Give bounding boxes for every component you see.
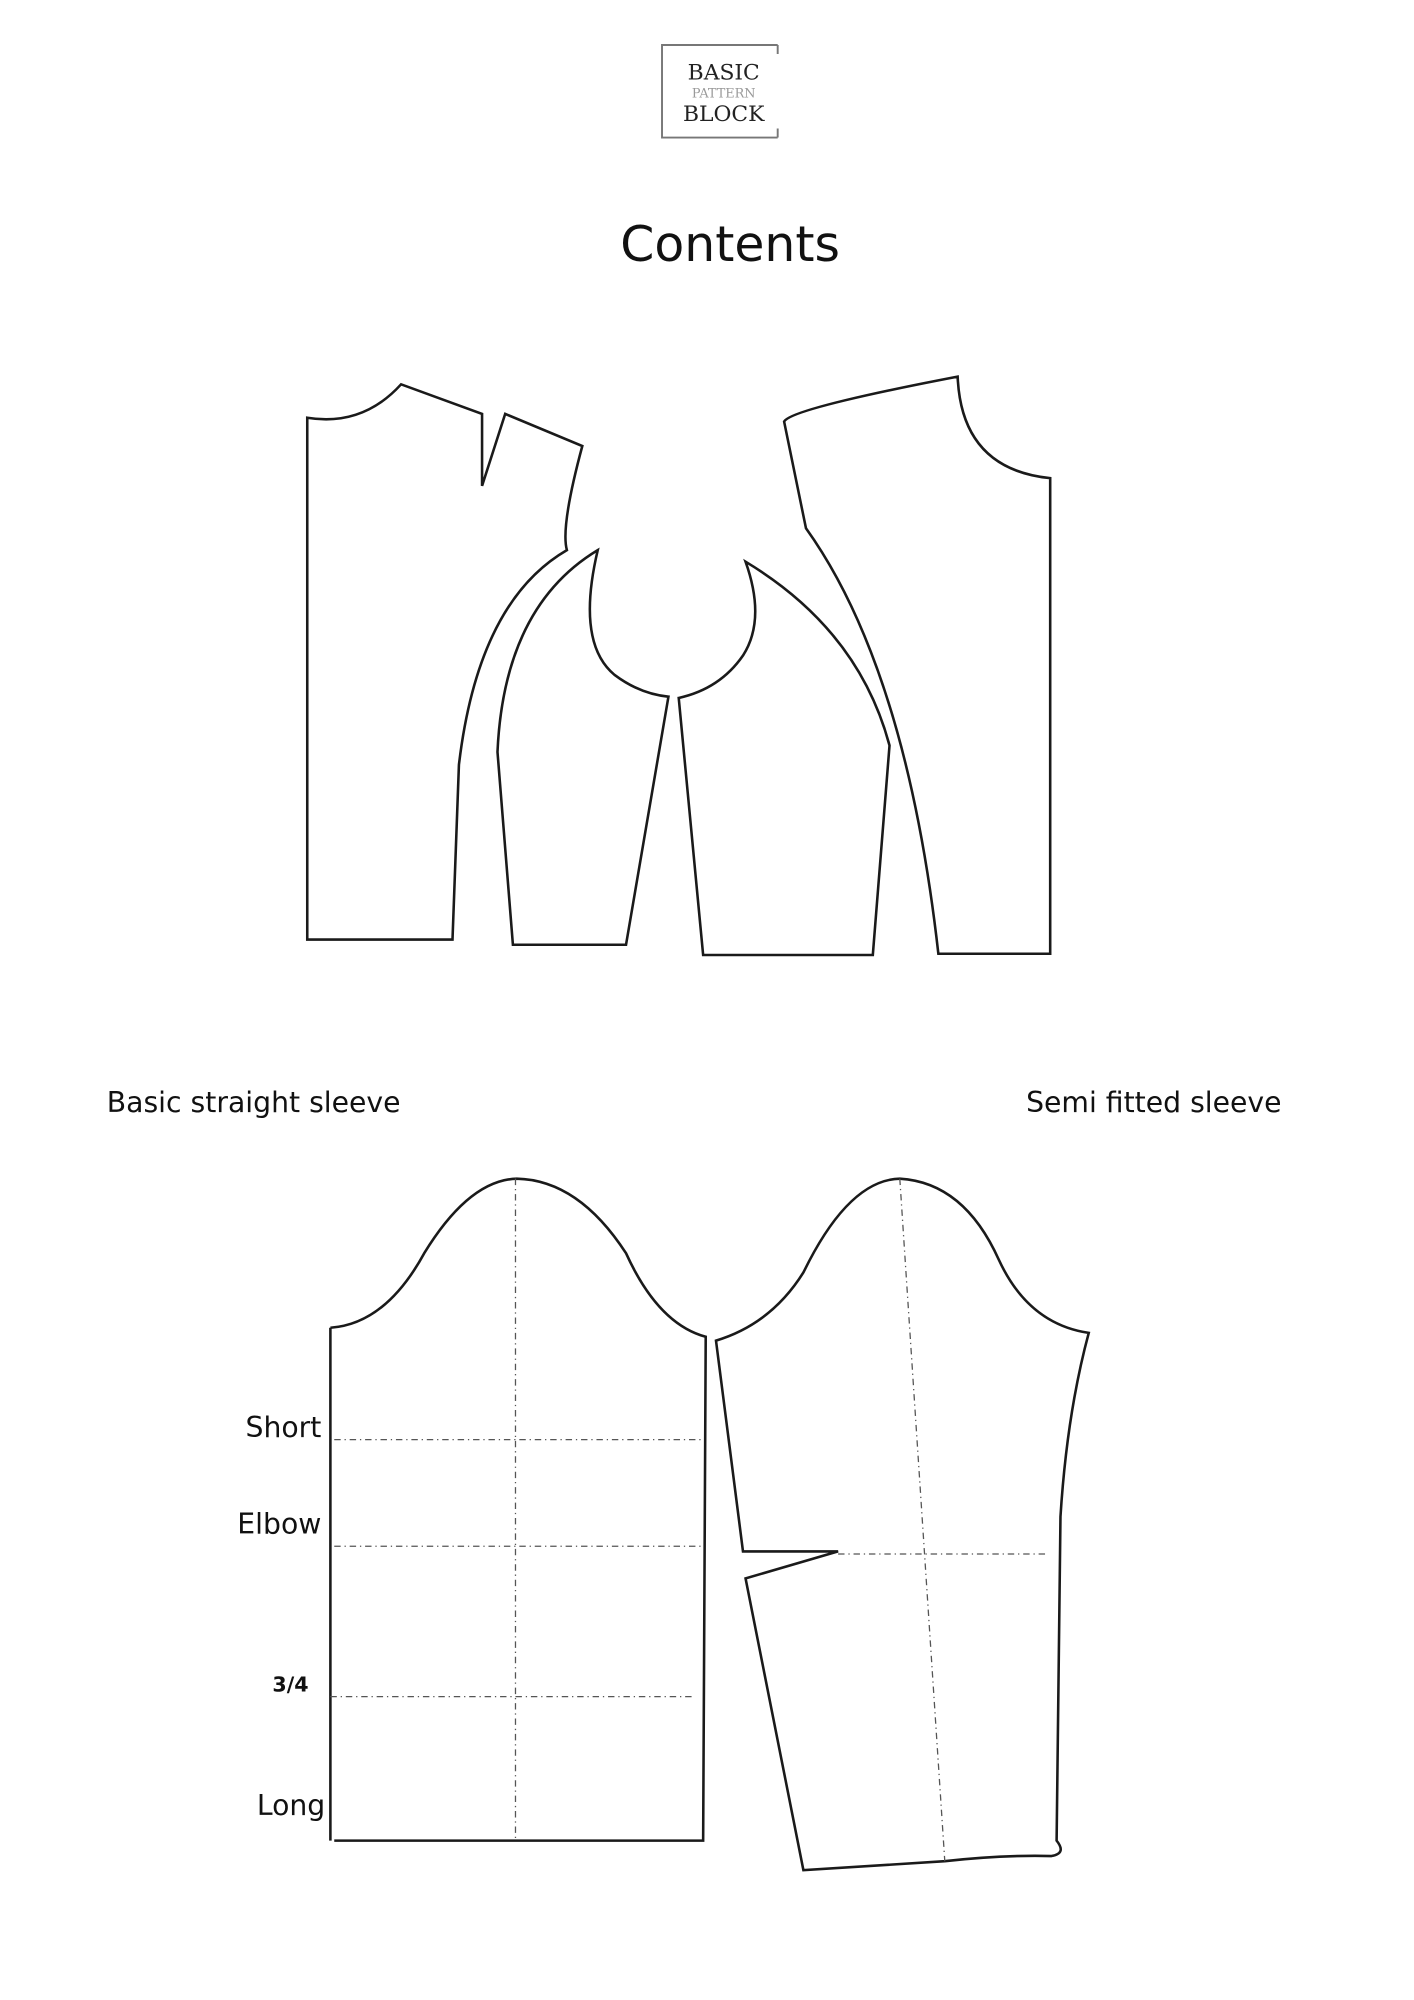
front-bodice [307,384,582,939]
logo [662,45,778,138]
semi-fitted-sleeve-label: Semi fitted sleeve [1026,1085,1282,1119]
logo-line-1: BASIC [687,60,760,86]
back-bodice [784,377,1050,954]
front-sleeve-panel [497,550,668,945]
bodice-pieces [307,377,1050,955]
basic-straight-sleeve [237,1179,705,1841]
short-length-label: Short [245,1411,322,1445]
semi-fitted-sleeve [716,1179,1089,1871]
elbow-length-label: Elbow [237,1507,322,1541]
page-title: Contents [620,215,840,273]
three-quarter-length-label: 3/4 [272,1672,309,1697]
logo-line-3: BLOCK [682,101,765,127]
basic-straight-sleeve-label: Basic straight sleeve [106,1085,401,1119]
long-length-label: Long [256,1788,326,1822]
logo-line-2: PATTERN [691,86,756,102]
